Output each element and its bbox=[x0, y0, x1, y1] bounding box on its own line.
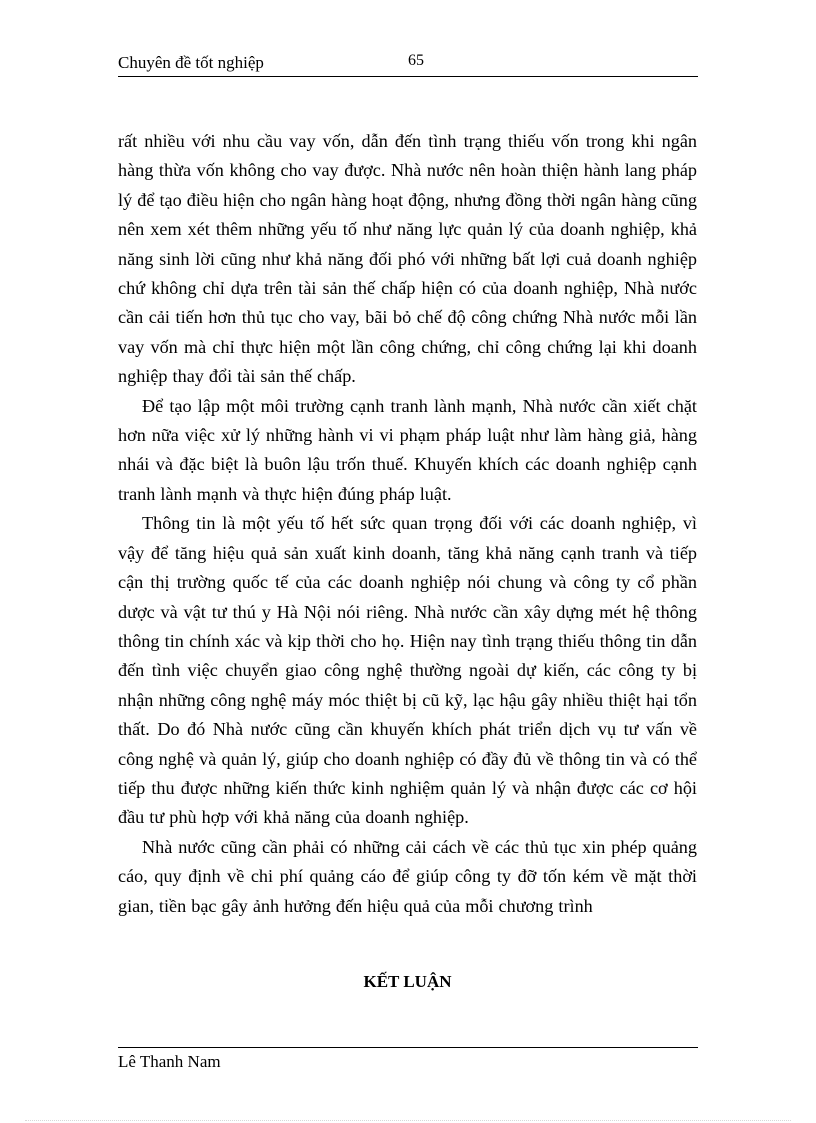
page-header bbox=[118, 52, 698, 77]
paragraph-3: Thông tin là một yếu tố hết sức quan trọng đối với các doanh nghiệp, vì vậy để tăng hiệu quả sản xuất kinh doanh, tăng khả năng cạnh tranh và tiếp cận thị trường quốc tế của các doanh nghiệp nói chung và công ty cổ phần dược và vật tư thú y Hà Nội nói riêng. Nhà nước cần xây dựng mét hệ thông thông tin chính xác và kịp thời cho họ. Hiện nay tình trạng thiếu thông tin dẫn đến tình việc chuyển giao công nghệ thường ngoài dự kiến, các công ty bị nhận những công nghệ máy móc thiệt bị cũ kỹ, lạc hậu gây nhiều thiệt hại tổn thất. Do đó Nhà nước cũng cần khuyến khích phát triển dịch vụ tư vấn về công nghệ và quản lý, giúp cho doanh nghiệp có đầy đủ về thông tin và có thể tiếp thu được những kiến thức kinh nghiệm quản lý và nhận được các cơ hội đầu tư phù hợp với khả năng của doanh nghiệp. bbox=[118, 513, 697, 828]
footer-author: Lê Thanh Nam bbox=[118, 1052, 221, 1071]
body-text bbox=[118, 127, 697, 921]
header-title: Chuyên đề tốt nghiệp bbox=[118, 53, 264, 72]
page-footer bbox=[118, 1047, 698, 1073]
page-edge-divider bbox=[25, 1120, 791, 1121]
paragraph-2: Để tạo lập một môi trường cạnh tranh lành mạnh, Nhà nước cần xiết chặt hơn nữa việc xử lý những hành vi vi phạm pháp luật như làm hàng giả, hàng nhái và đặc biệt là buôn lậu trốn thuế. Khuyến khích các doanh nghiệp cạnh tranh lành mạnh và thực hiện đúng pháp luật. bbox=[118, 395, 697, 504]
page-number: 65 bbox=[408, 52, 424, 69]
paragraph-1: rất nhiều với nhu cầu vay vốn, dẫn đến tình trạng thiếu vốn trong khi ngân hàng thừa vốn không cho vay được. Nhà nước nên hoàn thiện hành lang pháp lý để tạo điều hiện cho ngân hàng hoạt động, nhưng đồng thời ngân hàng cũng nên xem xét thêm những yếu tố như năng lực quản lý của doanh nghiệp, khả năng sinh lời cũng như khả năng đối phó với những bất lợi cuả doanh nghiệp chứ không chỉ dựa trên tài sản thế chấp hiện có của doanh nghiệp, Nhà nước cần cải tiến hơn thủ tục cho vay, bãi bỏ chế độ công chứng Nhà nước mỗi lần vay vốn mà chỉ thực hiện một lần công chứng, chỉ công chứng lại khi doanh nghiệp thay đổi tài sản thế chấp. bbox=[118, 131, 697, 387]
conclusion-heading: KẾT LUẬN bbox=[363, 972, 452, 991]
paragraph-4: Nhà nước cũng cần phải có những cải cách về các thủ tục xin phép quảng cáo, quy định về chi phí quảng cáo để giúp công ty đỡ tốn kém về mặt thời gian, tiền bạc gây ảnh hưởng đến hiệu quả của mỗi chương trình bbox=[118, 836, 697, 916]
